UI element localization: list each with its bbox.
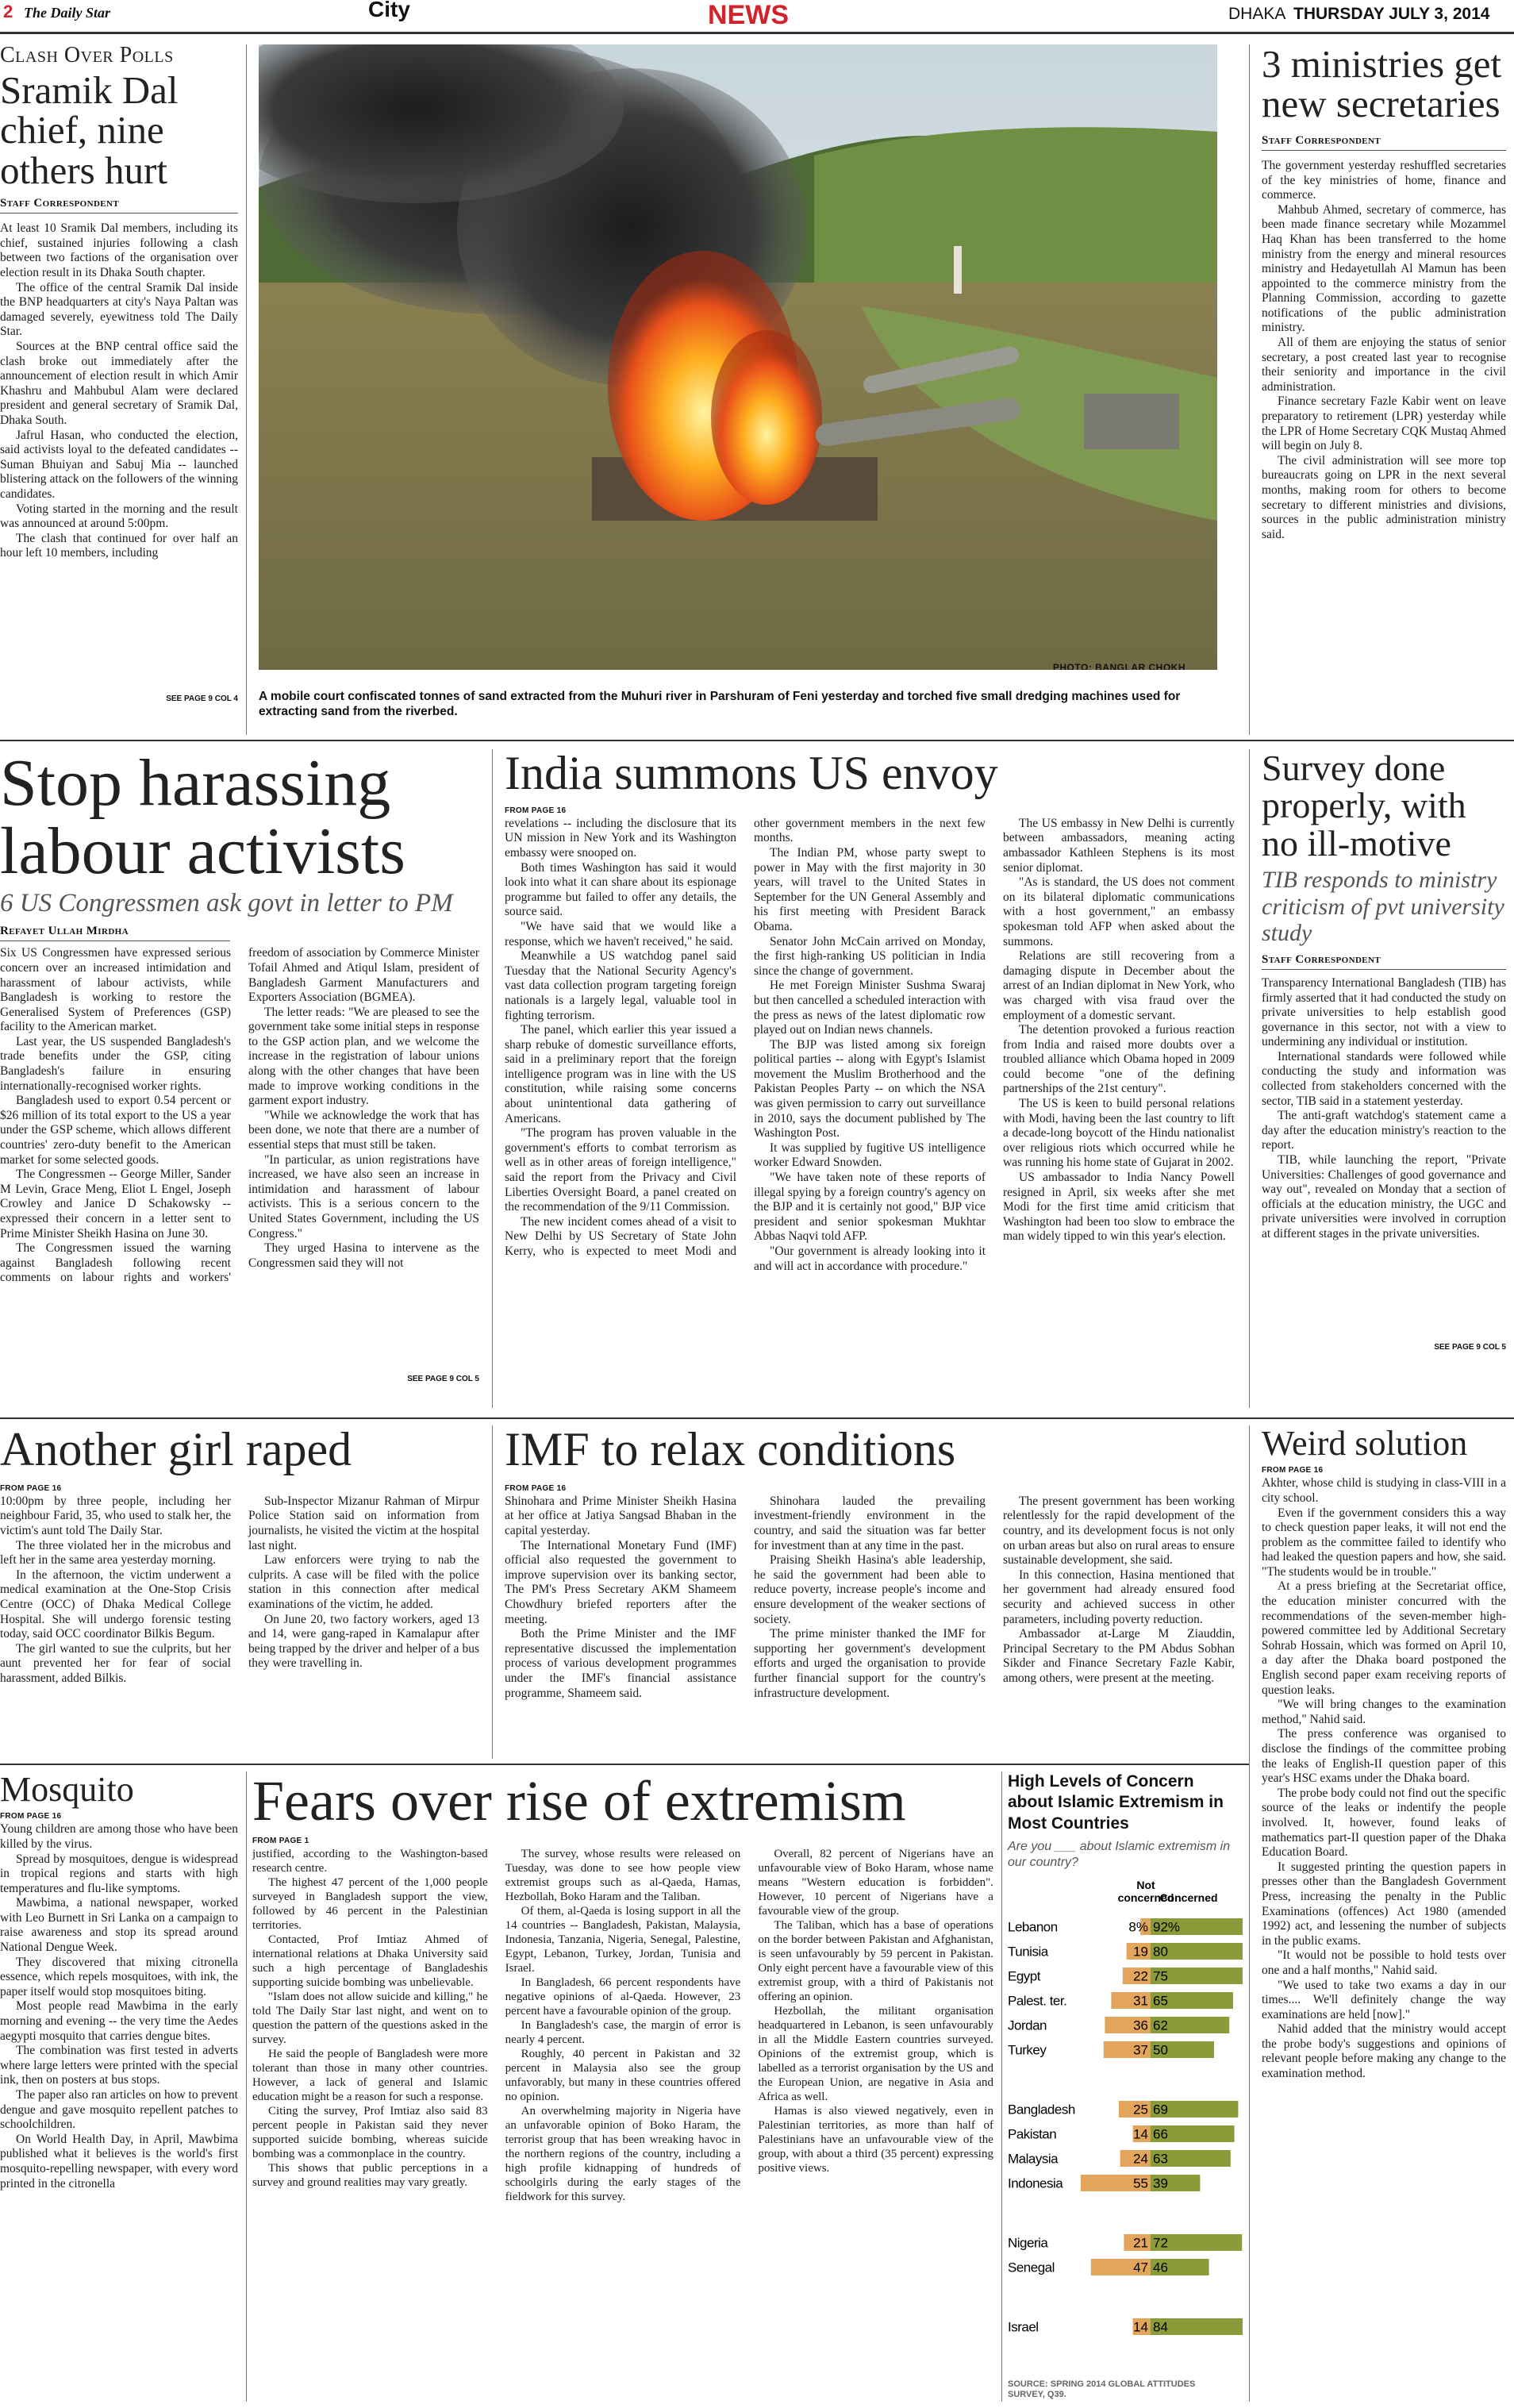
value-label-not-concerned: 14 — [1133, 2126, 1148, 2142]
paragraph: Both times Washington has said it would look into what it can share about its espionage programme but failed to offer any details, the source said. — [505, 860, 736, 919]
paragraph: Senator John McCain arrived on Monday, the first high-ranking US politician in India since the change of government. — [754, 934, 986, 978]
from-page-label: FROM PAGE 1 — [252, 1837, 309, 1846]
column-rule — [246, 1771, 247, 2402]
chart-title: High Levels of Concern about Islamic Extremism in Most Countries — [1008, 1772, 1224, 1833]
continued-label[interactable]: SEE PAGE 9 COL 4 — [166, 694, 238, 704]
byline: Refayet Ullah Mirdha — [0, 925, 230, 941]
headline[interactable]: IMF to relax conditions — [505, 1423, 956, 1475]
paragraph: "It would not be possible to hold tests over one and a half months," Nahid said. — [1262, 1948, 1506, 1977]
continued-label[interactable]: SEE PAGE 9 COL 5 — [407, 1375, 479, 1384]
paragraph: Mawbima, a national newspaper, worked with Leo Burnett in Sri Lanka on a campaign to raise awareness and stop its spread around National Dengue Week. — [0, 1896, 238, 1955]
subhead: 6 US Congressmen ask govt in letter to PM — [0, 889, 453, 918]
paragraph: "While we acknowledge the work that has been done, we note that there are a number of essential steps that must still be taken. — [248, 1108, 479, 1152]
paragraph: He met Foreign Minister Sushma Swaraj but then cancelled a scheduled interaction with the press as news of the latest diplomatic row played out on Indian news channels. — [754, 979, 986, 1037]
paragraph: International standards were followed while conducting the study and information was collected from stakeholders concerned with the sector, TIB said in a statement yesterday. — [1262, 1049, 1506, 1108]
dateline-city: DHAKA — [1228, 5, 1286, 23]
paragraph: The clash that continued for over half an hour left 10 members, including — [0, 531, 238, 560]
value-label-concerned: 84 — [1153, 2319, 1168, 2335]
paragraph: Shinohara and Prime Minister Sheikh Hasina at her office at Jatiya Sangsad Bhaban in the capital yesterday. — [505, 1494, 736, 1537]
paragraph: Overall, 82 percent of Nigerians have an unfavourable view of Boko Haram, whose name means "Western education is forbidden". However, 10 percent of Nigerians have a favourable view of the group. — [758, 1848, 993, 1918]
extremism-chart — [1008, 1771, 1243, 2403]
story-mosquito — [0, 1771, 238, 2406]
value-label-concerned: 69 — [1153, 2102, 1168, 2118]
paragraph: Both the Prime Minister and the IMF representative discussed the implementation process of various development programmes under the IMF's financial assistance programme, Shameem said. — [505, 1627, 736, 1700]
value-label-concerned: 92% — [1153, 1919, 1181, 1935]
value-label-not-concerned: 22 — [1133, 1968, 1148, 1984]
story-india — [505, 749, 1235, 1408]
paragraph: The three violated her in the microbus and left her in the same area yesterday morning. — [0, 1538, 231, 1568]
paragraph: This shows that public perceptions in a survey and ground realities may vary greatly. — [252, 2162, 488, 2190]
value-label-not-concerned: 14 — [1133, 2319, 1148, 2335]
byline: Staff Correspondent — [1262, 134, 1506, 151]
article-body — [1262, 159, 1506, 667]
paragraph: The present government has been working relentlessly for the rapid development of the country, and its development focus is not only on urban areas but also on rural areas to ensure sustainable development, she said. — [1003, 1494, 1235, 1568]
continued-label[interactable]: SEE PAGE 9 COL 5 — [1434, 1342, 1506, 1352]
paragraph: On June 20, two factory workers, aged 13 and 14, were gang-raped in Kamalapur after being trapped by the driver and helper of a bus they were travelling in. — [248, 1612, 479, 1671]
paragraph: Six US Congressmen have expressed serious concern over an increased intimidation and harassment of labour activists, while Bangladesh is working to restore the Generalised System of Preferences (GSP) facility to the American market. — [0, 946, 231, 1034]
section-rule — [0, 1764, 1249, 1765]
paragraph: All of them are enjoying the status of senior secretary, a post created last year to recognise their seniority and importance in the civil administration. — [1262, 336, 1506, 394]
paragraph: It suggested printing the question papers in presses other than the Bangladesh Government Press, increasing the penalty in the Public Examinations (offences) Act 1980 (amended 1992) act, and lessening the number of subjects in the public exams. — [1262, 1860, 1506, 1948]
category-label: Turkey — [1008, 2042, 1047, 2058]
category-label: Malaysia — [1008, 2151, 1059, 2167]
article-body — [505, 1494, 1235, 1756]
paragraph: The survey, whose results were released on Tuesday, was done to see how people view extremist groups such as al-Qaeda, Hamas, Hezbollah, Boko Haram and the Taliban. — [505, 1848, 741, 1904]
column-rule — [1001, 1771, 1002, 2402]
paragraph: "We have said that we would like a response, which we haven't received," he said. — [505, 919, 736, 948]
paragraph: "In particular, as union registrations have increased, we have also seen an increase in intimidation and harassment of labour activists. This is a serious concern to the United States Government, including the US Congress." — [248, 1152, 479, 1241]
headline[interactable]: Stop harassing labour activists — [0, 746, 405, 888]
paragraph: "We will bring changes to the examination method," Nahid said. — [1262, 1698, 1506, 1726]
paragraph: The paper also ran articles on how to prevent dengue and gave mosquito repellent patches to schoolchildren. — [0, 2088, 238, 2132]
paragraph: Relations are still recovering from a damaging dispute in December about the arrest of an Indian diplomat in New York, who was charged with visa fraud over the employment of a domestic servant. — [1003, 949, 1235, 1022]
paragraph: Mahbub Ahmed, secretary of commerce, has been made finance secretary while Mozammel Haq Khan has been transferred to the home ministry from the energy and mineral resources ministry and Hedayetullah Al Mamun has been appointed to the commerce ministry from the Planning Commission, according to gazette notifications of the public administration ministry. — [1262, 202, 1506, 335]
article-body — [1262, 976, 1506, 1343]
paragraph: Last year, the US suspended Bangladesh's trade benefits under the GSP, citing Bangladesh's failure in ensuring internationally-recognised worker rights. — [0, 1034, 231, 1093]
value-label-not-concerned: 47 — [1133, 2260, 1148, 2275]
category-label: Tunisia — [1008, 1944, 1048, 1960]
photo-illustration — [259, 44, 1217, 670]
paragraph: "As is standard, the US does not comment on its bilateral diplomatic communications with a host government," an embassy spokesman told AFP when asked about the summons. — [1003, 875, 1235, 948]
story-weird — [1262, 1425, 1506, 2402]
paragraph: The letter reads: "We are pleased to see the government take some initial steps in response to the GSP action plan, and we welcome the increase in the registration of labour unions along with the other changes that have been made to improve working conditions in the garment export industry. — [248, 1005, 479, 1108]
paragraph: Young children are among those who have been killed by the virus. — [0, 1822, 238, 1851]
paragraph: TIB, while launching the report, "Private Universities: Challenges of good governance and way out", revealed on Monday that a section of officials at the education ministry, the UGC and private universities were involved in corruption at different stages in the private universities. — [1262, 1153, 1506, 1241]
dateline-date: THURSDAY JULY 3, 2014 — [1293, 5, 1490, 23]
story-labour — [0, 746, 479, 1408]
value-label-not-concerned: 37 — [1133, 2042, 1148, 2058]
headline[interactable]: Survey done properly, with no ill-motive — [1262, 748, 1466, 864]
headline[interactable]: Sramik Dal chief, nine others hurt — [0, 67, 179, 192]
news-label: NEWS — [708, 0, 789, 30]
paragraph: Hezbollah, the militant organisation headquartered in Lebanon, is seen unfavourably in all the Middle Eastern countries surveyed. Opinions of the extremist group, which is labelled as a terrorist organisation by the US and the European Union, are negative in Asia and Africa as well. — [758, 2005, 993, 2104]
headline[interactable]: 3 ministries get new secretaries — [1262, 42, 1502, 126]
paragraph: Praising Sheikh Hasina's able leadership, he said the government had been able to reduce poverty, increase people's income and ensure development of the weaker sections of society. — [754, 1553, 986, 1626]
story-extremism — [252, 1771, 993, 2406]
paragraph: The press conference was organised to disclose the findings of the committee probing the leaks of English-II question paper of this year's HSC exams under the Dhaka board. — [1262, 1727, 1506, 1786]
headline[interactable]: Another girl raped — [0, 1423, 352, 1475]
paragraph: revelations -- including the disclosure that its UN mission in New York and its Washington embassy were snooped on. — [505, 816, 736, 860]
paragraph: 10:00pm by three people, including her neighbour Farid, 35, who used to stalk her, the victim's aunt told The Daily Star. — [0, 1494, 231, 1537]
byline: Staff Correspondent — [0, 197, 238, 213]
paragraph: Even if the government considers this a way to check question paper leaks, it will not end the problem as the committee failed to identify who had leaked the question papers and how, she said. "The students would be in trouble." — [1262, 1506, 1506, 1579]
chart-plot — [1008, 1878, 1243, 2402]
story-girl — [0, 1425, 479, 1759]
paragraph: The detention provoked a furious reaction from India and raised more doubts over a troubled alliance which Obama hoped in 2009 could become "one of the defining partnerships of the 21st century". — [1003, 1023, 1235, 1096]
headline[interactable]: Weird solution — [1262, 1424, 1468, 1463]
paragraph: Roughly, 40 percent in Pakistan and 32 percent in Malaysia also see the group unfavorably, but many in these countries offered no opinion. — [505, 2048, 741, 2104]
value-label-concerned: 72 — [1153, 2235, 1168, 2251]
paragraph: The Indian PM, whose party swept to power in May with the first majority in 30 years, will travel to the United States in September for the UN General Assembly and his first meeting with President Barack Obama. — [754, 845, 986, 933]
story-survey — [1262, 749, 1506, 1408]
paragraph: The Taliban, which has a base of operations on the border between Pakistan and Afghanistan, is seen unfavourably by 59 percent in Pakistan. Only eight percent have a favourable view of this extremist group, with a third of Pakistanis not offering an opinion. — [758, 1919, 993, 2004]
story-imf — [505, 1425, 1235, 1759]
paragraph: Hamas is also viewed negatively, even in Palestinian territories, as more than half of Palestinians have an unfavourable view of the group, with about a third (35 percent) expressing positive views. — [758, 2105, 993, 2175]
section-rule — [0, 1417, 1514, 1419]
column-rule — [1249, 1425, 1250, 2402]
kicker: Clash Over Polls — [0, 43, 174, 67]
headline[interactable]: Mosquito — [0, 1770, 134, 1809]
paragraph: At a press briefing at the Secretariat office, the education minister concurred with the recommendations of the seven-member high-powered committee led by Additional Secretary Sohrab Hossain, which was formed on April 10, a day after the Dhaka board postponed the English second paper exam receiving reports of question leaks. — [1262, 1579, 1506, 1697]
paragraph: The Congressmen issued the warning against Bangladesh following recent comments on labour rights and workers' freedom of association by Commerce Minister Tofail Ahmed and Atiqul Islam, president of Bangladesh Garment Manufacturers and Exporters Association (BGMEA). — [0, 946, 479, 1285]
paragraph: Akhter, whose child is studying in class-VIII in a city school. — [1262, 1476, 1506, 1505]
article-body — [0, 1822, 238, 2402]
paragraph: The new incident comes ahead of a visit to New Delhi by US Secretary of State John Kerry, who is expected to meet Modi and other government members in the next few months. — [505, 816, 986, 1259]
paragraph: Bangladesh used to export 0.54 percent or $26 million of its total export to the US a year under the GSP scheme, which allows different countries' zero-duty benefit to the American market for some selected goods. — [0, 1094, 231, 1167]
value-label-concerned: 66 — [1153, 2126, 1168, 2142]
category-label: Jordan — [1008, 2018, 1047, 2033]
paragraph: The Congressmen -- George Miller, Sander M Levin, Grace Meng, Eliot L Engel, Joseph Crowley and Janice D Schakowsky -- expressed their concern in a letter sent to Prime Minister Sheikh Hasina on June 30. — [0, 1167, 231, 1241]
category-label: Pakistan — [1008, 2126, 1057, 2142]
paragraph: "Islam does not allow suicide and killing," he told The Daily Star last night, and went on to question the pattern of the questions asked in the survey. — [252, 1991, 488, 2047]
photo-credit: PHOTO: BANGLAR CHOKH — [1052, 662, 1185, 670]
value-label-not-concerned: 25 — [1133, 2102, 1148, 2118]
paragraph: The girl wanted to sue the culprits, but her aunt prevented her for fear of social harassment, added Bilkis. — [0, 1641, 231, 1685]
legend-concerned: Concerned — [1159, 1891, 1218, 1904]
paragraph: Meanwhile a US watchdog panel said Tuesday that the National Security Agency's vast data collection program targeting foreign nationals is a largely legal, valuable tool in fighting terrorism. — [505, 949, 736, 1022]
headline[interactable]: Fears over rise of extremism — [252, 1769, 906, 1833]
paragraph: Voting started in the morning and the result was announced at around 5:00pm. — [0, 502, 238, 531]
value-label-concerned: 65 — [1153, 1993, 1168, 2009]
paragraph: Sources at the BNP central office said the clash broke out immediately after the announcement of election result in which Amir Khashru and Mahbubul Alam were declared president and general secretary of Sramik Dal, Dhaka South. — [0, 339, 238, 427]
chart-source: SOURCE: SPRING 2014 GLOBAL ATTITUDES SURVEY, Q39. — [1008, 2379, 1196, 2400]
value-label-concerned: 80 — [1153, 1944, 1168, 1960]
page-number: 2 — [3, 2, 13, 21]
paragraph: "We used to take two exams a day in our times.... We'll definitely change the way examinations are held [now]." — [1262, 1978, 1506, 2021]
column-rule — [492, 1425, 493, 1759]
paragraph: Law enforcers were trying to nab the culprits. A case will be filed with the police station in this connection after medical examinations of the victim, he added. — [248, 1553, 479, 1611]
article-body — [505, 817, 1235, 1414]
value-label-not-concerned: 8% — [1128, 1919, 1148, 1935]
paragraph: The International Monetary Fund (IMF) official also requested the government to improve supervision over its banking sector, The PM's Press Secretary AKM Shameem Chowdhury briefed reporters after the meeting. — [505, 1538, 736, 1626]
column-rule — [246, 44, 247, 735]
paragraph: Ambassador at-Large M Ziauddin, Principal Secretary to the PM Abdus Sobhan Sikder and Finance Secretary Fazle Kabir, among others, were present at the meeting. — [1003, 1627, 1235, 1685]
paragraph: Contacted, Prof Imtiaz Ahmed of international relations at Dhaka University said such a high percentage of Bangladeshis supporting suicide bombing was unbelievable. — [252, 1933, 488, 1990]
column-rule — [1249, 749, 1250, 1408]
legend-not-concerned: Not — [1136, 1879, 1155, 1891]
category-label: Palest. ter. — [1008, 1993, 1067, 2009]
value-label-not-concerned: 24 — [1133, 2151, 1148, 2167]
column-rule — [492, 749, 493, 1408]
story-ministries — [1262, 44, 1506, 730]
paragraph: The combination was first tested in adverts where large letters were printed with the special ink, then on posters at bus stops. — [0, 2044, 238, 2087]
article-body — [0, 221, 238, 694]
article-body — [1262, 1476, 1506, 2397]
legend-not-concerned: concerned — [1117, 1891, 1174, 1904]
value-label-not-concerned: 21 — [1133, 2235, 1148, 2251]
paragraph: The US is keen to build personal relations with Modi, having been the last country to lift a decade-long boycott of the Hindu nationalist over religious riots which occurred while he was running his home state of Gujarat in 2002. — [1003, 1097, 1235, 1170]
subhead: TIB responds to ministry criticism of pvt university study — [1262, 867, 1504, 947]
paragraph: They discovered that mixing citronella essence, which repels mosquitoes, with ink, the paper itself would stop mosquitoes biting. — [0, 1955, 238, 1998]
paragraph: Finance secretary Fazle Kabir went on leave preparatory to retirement (LPR) yesterday while the LPR of Home Secretary CQK Mustaq Ahmed will begin on July 8. — [1262, 394, 1506, 453]
paragraph: It was supplied by fugitive US intelligence worker Edward Snowden. — [754, 1141, 986, 1170]
paragraph: "Our government is already looking into it and will act in accordance with procedure." — [754, 1244, 986, 1273]
section-rule — [0, 740, 1514, 741]
value-label-concerned: 62 — [1153, 2018, 1168, 2033]
paragraph: In Bangladesh, 66 percent respondents have negative opinions of al-Qaeda. However, 23 percent have a favourable opinion of the group. — [505, 1976, 741, 2018]
article-body — [0, 1494, 479, 1756]
paragraph: Most people read Mawbima in the early morning and evening -- the very time the Aedes aegypti mosquito that carries dengue bites. — [0, 1999, 238, 2043]
paragraph: The office of the central Sramik Dal inside the BNP headquarters at city's Naya Paltan was damaged severely, eyewitness told The Daily Star. — [0, 280, 238, 339]
category-label: Egypt — [1008, 1968, 1040, 1984]
from-page-label: FROM PAGE 16 — [0, 1483, 62, 1493]
paragraph: The US embassy in New Delhi is currently between ambassadors, meaning acting ambassador Kathleen Stephens is its most senior diplomat. — [1003, 816, 1235, 875]
paper-name: The Daily Star — [24, 5, 111, 21]
paragraph: "The program has proven valuable in the government's efforts to combat terrorism as well as in other areas of foreign intelligence," said the report from the Privacy and Civil Liberties Oversight Board, a panel created on the recommendation of the 9/11 Commission. — [505, 1126, 736, 1214]
category-label: Israel — [1008, 2319, 1039, 2335]
article-body — [0, 946, 479, 1375]
value-label-concerned: 39 — [1153, 2175, 1168, 2191]
paragraph: The probe body could not find out the specific source of the leaks or indentify the people involved. It, however, found leaks of mathematics part-II question paper of the Dhaka Education Board. — [1262, 1786, 1506, 1860]
paragraph: On World Health Day, in April, Mawbima published what it believes is the world's first mosquito-repelling newspaper, with every word printed in the citronella — [0, 2132, 238, 2191]
paragraph: justified, according to the Washington-based research centre. — [252, 1848, 488, 1875]
paragraph: Transparency International Bangladesh (TIB) has firmly asserted that it had conducted the study on private universities to help establish good governance in this sector, not with a view to undermining any individual or institution. — [1262, 975, 1506, 1049]
value-label-not-concerned: 55 — [1133, 2175, 1148, 2191]
paragraph: Jafrul Hasan, who conducted the election, said activists loyal to the defeated candidates -- Suman Bhuiyan and Sabuj Mia -- launched blistering attack on the followers of the winning candidates. — [0, 428, 238, 501]
from-page-label: FROM PAGE 16 — [505, 1483, 567, 1493]
paragraph: Nahid added that the ministry would accept the probe body's suggestions and opinions of relevant people before making any change to the examination method. — [1262, 2022, 1506, 2081]
paragraph: Spread by mosquitoes, dengue is widespread in tropical regions and starts with high temperatures and flu-like symptoms. — [0, 1852, 238, 1895]
value-label-concerned: 63 — [1153, 2151, 1168, 2167]
category-label: Lebanon — [1008, 1919, 1058, 1935]
paragraph: "We have taken note of these reports of illegal spying by a foreign country's agency on the BJP and it is certainly not good," BJP vice president and senior spokesman Mukhtar Abbas Naqvi told AFP. — [754, 1171, 986, 1244]
paragraph: The BJP was listed among six foreign political parties -- along with Egypt's Islamist movement the Muslim Brotherhood and the Pakistan Peoples Party -- on which the NSA was given permission to carry out surveillance in 2010, says the document published by The Washington Post. — [754, 1037, 986, 1141]
category-label: Indonesia — [1008, 2175, 1063, 2191]
paragraph: At least 10 Sramik Dal members, including its chief, sustained injuries following a clash between two factions of the organisation over election result in its Dhaka South chapter. — [0, 221, 238, 280]
paragraph: The civil administration will see more top bureaucrats going on LPR in the next several months, making room for others to become secretary to different ministries and divisions, sources in the public administration ministry said. — [1262, 453, 1506, 541]
byline: Staff Correspondent — [1262, 953, 1506, 970]
paragraph: The government yesterday reshuffled secretaries of the key ministries of home, finance and commerce. — [1262, 158, 1506, 202]
category-label: Senegal — [1008, 2260, 1055, 2275]
value-label-not-concerned: 36 — [1133, 2018, 1148, 2033]
article-body — [252, 1847, 993, 2398]
headline[interactable]: India summons US envoy — [505, 747, 998, 799]
paragraph: In the afternoon, the victim underwent a medical examination at the One-Stop Crisis Centre (OCC) of Dhaka Medical College Hospital. She will undergo forensic testing today, said OCC coordinator Bilkis Begum. — [0, 1568, 231, 1641]
paragraph: He said the people of Bangladesh were more tolerant than those in many other countries. However, a lack of general and Islamic education might be a reason for such a response. — [252, 2048, 488, 2104]
category-label: Bangladesh — [1008, 2102, 1075, 2118]
value-label-concerned: 75 — [1153, 1968, 1168, 1984]
masthead-rule — [0, 32, 1514, 34]
paragraph: US ambassador to India Nancy Powell resigned in April, six weeks after she met Modi for the first time amid criticism that Washington had been too slow to embrace the man widely tipped to win this year's election. — [1003, 1171, 1235, 1244]
story-sramik — [0, 44, 238, 730]
value-label-concerned: 50 — [1153, 2042, 1168, 2058]
paragraph: The anti-graft watchdog's statement came a day after the education ministry's reaction to the report. — [1262, 1109, 1506, 1152]
value-label-not-concerned: 19 — [1133, 1944, 1148, 1960]
value-label-not-concerned: 31 — [1133, 1993, 1148, 2009]
paragraph: In Bangladesh's case, the margin of error is nearly 4 percent. — [505, 2019, 741, 2047]
masthead — [0, 0, 1514, 30]
paragraph: Of them, al-Qaeda is losing support in all the 14 countries -- Bangladesh, Pakistan, Malaysia, Indonesia, Tanzania, Nigeria, Senegal, Palestine, Egypt, Lebanon, Turkey, Jordan, Tunisia and Israel. — [505, 1905, 741, 1975]
chart-question: Are you ___ about Islamic extremism in our country? — [1008, 1839, 1231, 1869]
from-page-label: FROM PAGE 16 — [1262, 1466, 1324, 1475]
paragraph: Shinohara lauded the prevailing investment-friendly environment in the country, and said the situation was far better for investment than at any time in the past. — [754, 1494, 986, 1552]
news-photo[interactable] — [259, 44, 1217, 670]
paragraph: The highest 47 percent of the 1,000 people surveyed in Bangladesh support the view, followed by 46 percent in the Palestinian territories. — [252, 1876, 488, 1933]
paragraph: The panel, which earlier this year issued a sharp rebuke of domestic surveillance efforts, said in a preliminary report that the foreign intelligence program was in line with the US constitution, while raising some concerns about unintentional data gathering of Americans. — [505, 1023, 736, 1125]
column-rule — [1249, 44, 1250, 735]
paragraph: Citing the survey, Prof Imtiaz also said 83 percent people in Pakistan said they never supported suicide bombing, whereas suicide bombing was a commonplace in the country. — [252, 2105, 488, 2161]
paragraph: They urged Hasina to intervene as the Congressmen said they will not — [248, 1241, 479, 1270]
section-label: City — [368, 0, 410, 21]
paragraph: An overwhelming majority in Nigeria have an unfavorable opinion of Boko Haram, the terrorist group that has been wreaking havoc in the northern regions of the country, including a high profile kidnapping of hundreds of schoolgirls during the early stages of the fieldwork for this survey. — [505, 2105, 741, 2204]
paragraph: In this connection, Hasina mentioned that her government had already ensured food security and achieved success in other parameters, including poverty reduction. — [1003, 1568, 1235, 1626]
from-page-label: FROM PAGE 16 — [0, 1812, 62, 1821]
category-label: Nigeria — [1008, 2235, 1048, 2251]
value-label-concerned: 46 — [1153, 2260, 1168, 2275]
paragraph: The prime minister thanked the IMF for supporting her government's development efforts and urged the organisation to provide further financial support for the country's infrastructure development. — [754, 1627, 986, 1700]
from-page-label: FROM PAGE 16 — [505, 806, 567, 815]
paragraph: Sub-Inspector Mizanur Rahman of Mirpur Police Station said on information from journalists, he visited the victim at the hospital last night. — [248, 1494, 479, 1552]
photo-caption: A mobile court confiscated tonnes of sand extracted from the Muhuri river in Parshuram of Feni yesterday and torched five small dredging machines used for extracting sand from the riverbed. — [259, 690, 1181, 719]
